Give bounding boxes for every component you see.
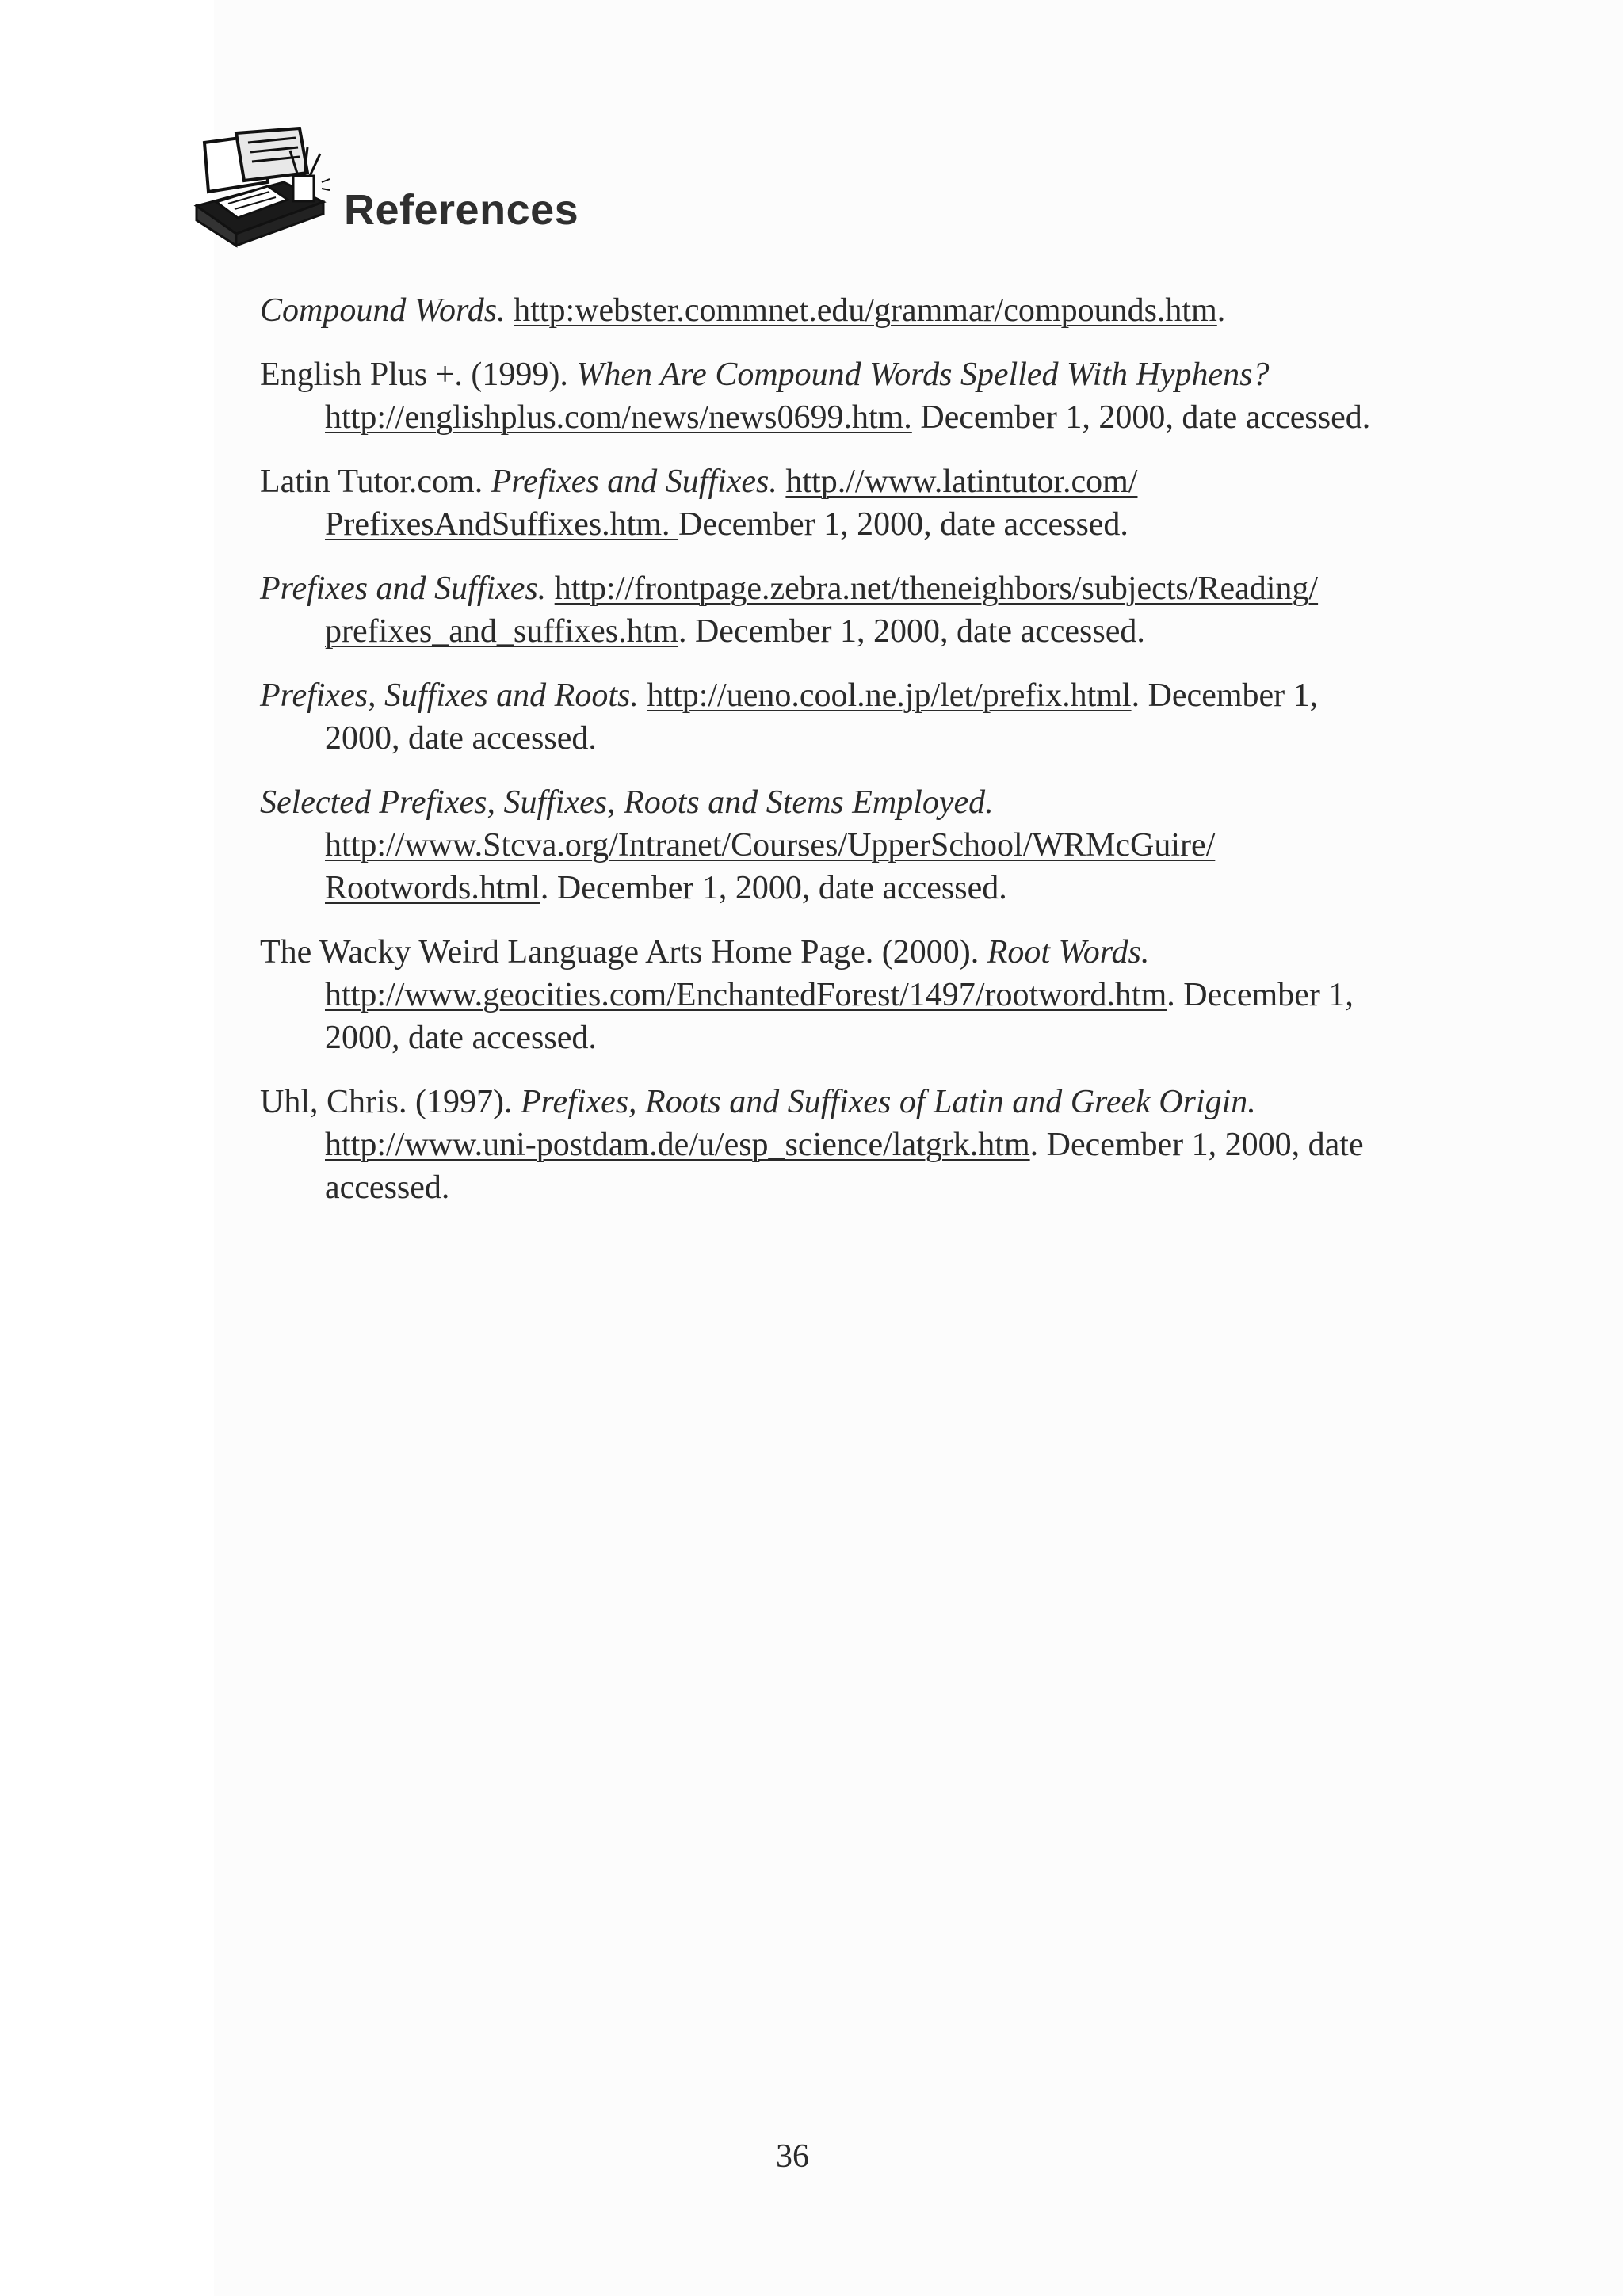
references-header [189, 127, 823, 254]
reference-text: . December 1, 2000, date accessed. [325, 977, 1354, 1056]
reference-title: Root Words. [987, 934, 1150, 971]
page-number: 36 [776, 2138, 809, 2175]
reference-entry [260, 1081, 1393, 1209]
reference-text: . December 1, 2000, date accessed. [325, 1127, 1364, 1206]
reference-entry [260, 289, 1393, 332]
reference-url-link[interactable]: http://www.uni-postdam.de/u/esp_science/latgrk.htm [325, 1127, 1030, 1163]
reference-text: English Plus +. (1999). [260, 357, 577, 393]
reference-text: . December 1, 2000, date accessed. [325, 677, 1319, 757]
reference-entry [260, 353, 1393, 439]
reference-title: When Are Compound Words Spelled With Hyphens? [576, 357, 1270, 393]
reference-text: . December 1, 2000, date accessed. [540, 870, 1007, 906]
reference-title: Compound Words. [260, 292, 506, 329]
reference-url-link[interactable]: http://frontpage.zebra.net/theneighbors/subjects/Reading/ prefixes_and_suffixes.htm [325, 570, 1319, 650]
reference-entry [260, 674, 1393, 760]
reference-entry [260, 781, 1393, 910]
reference-entry [260, 931, 1393, 1059]
reference-text [777, 463, 786, 500]
reference-url-link[interactable]: http:webster.commnet.edu/grammar/compounds.htm [514, 292, 1217, 329]
reference-title: Prefixes, Suffixes and Roots. [260, 677, 639, 714]
reference-entry [260, 567, 1393, 653]
reference-text: Uhl, Chris. (1997). [260, 1084, 521, 1120]
reference-text: December 1, 2000, date accessed. [678, 506, 1128, 543]
reference-title: Prefixes, Roots and Suffixes of Latin and Greek Origin. [521, 1084, 1256, 1120]
reference-url-link[interactable]: http.//www.latintutor.com/ PrefixesAndSuffixes.htm. [325, 463, 1138, 543]
reference-text [506, 292, 514, 329]
reference-list [260, 289, 1393, 1230]
reference-url-link[interactable]: http://www.Stcva.org/Intranet/Courses/UpperSchool/WRMcGuire/ Rootwords.html [325, 827, 1216, 906]
page-title: References [344, 186, 579, 234]
reference-text: . [1216, 292, 1226, 329]
reference-title: Prefixes and Suffixes. [260, 570, 547, 607]
reference-title: Prefixes and Suffixes. [491, 463, 777, 500]
reference-url-link[interactable]: http://ueno.cool.ne.jp/let/prefix.html [647, 677, 1132, 714]
reference-text: December 1, 2000, date accessed. [911, 399, 1371, 436]
reference-text: The Wacky Weird Language Arts Home Page. (2000). [260, 934, 987, 971]
reference-text [639, 677, 647, 714]
reference-text: Latin Tutor.com. [260, 463, 491, 500]
reference-title: Selected Prefixes, Suffixes, Roots and Stems Employed. [260, 784, 994, 821]
reference-text [546, 570, 555, 607]
reference-url-link[interactable]: http://www.geocities.com/EnchantedForest/1497/rootword.htm [325, 977, 1167, 1013]
reference-entry [260, 460, 1393, 546]
reference-text: . December 1, 2000, date accessed. [678, 613, 1145, 650]
desk-books-icon [189, 127, 331, 250]
reference-url-link[interactable]: http://englishplus.com/news/news0699.htm. [325, 399, 912, 436]
